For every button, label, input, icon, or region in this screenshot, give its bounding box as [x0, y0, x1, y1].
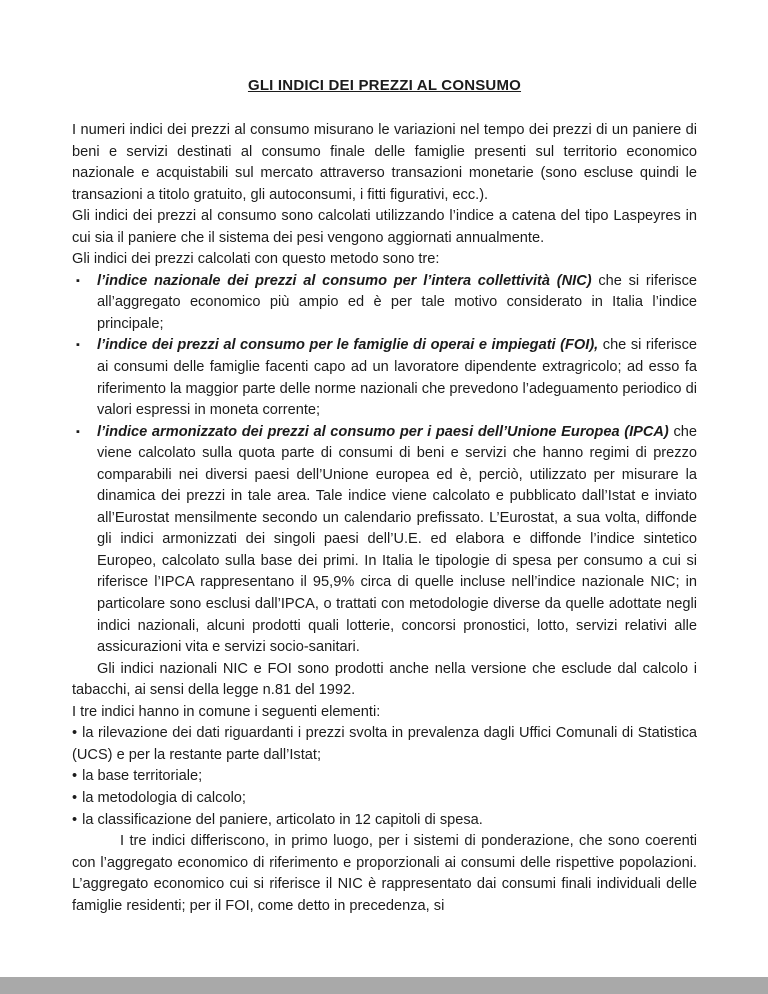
square-bullet-icon: ▪ — [76, 339, 80, 352]
list-item-ipca-text — [97, 424, 697, 655]
list-item-nic-text — [97, 273, 697, 332]
common-list-item-classificazione — [72, 810, 697, 832]
square-bullet-icon: ▪ — [76, 274, 80, 287]
list-item-foi — [72, 335, 697, 421]
list-item-ipca — [72, 422, 697, 659]
list-item-nic-body: che si riferisce all’aggregato economico più ampio ed è per tale motivo considerato in Italia l’indice principale; — [97, 272, 697, 332]
common-list-item-text: la metodologia di calcolo; — [82, 789, 246, 806]
paragraph-closing: I tre indici differiscono, in primo luogo, per i sistemi di ponderazione, che sono coerenti con l’aggregato economico di riferimento e proporzionali ai consumi delle rispettive popolazioni. L’aggregato economico cui si riferisce il NIC è rappresentato dai consumi finali individuali delle famiglie residenti; per il FOI, come detto in precedenza, si — [72, 833, 697, 914]
paragraph-intro-three-indices: Gli indici dei prezzi calcolati con questo metodo sono tre: — [72, 251, 440, 268]
dot-bullet-icon: • — [72, 725, 78, 742]
list-item-foi-text — [97, 337, 697, 418]
dot-bullet-icon: • — [72, 789, 78, 806]
paragraph-intro-laspeyres: Gli indici dei prezzi al consumo sono calcolati utilizzando l’indice a catena del tipo Laspeyres in cui sia il paniere che il sistema dei pesi vengono aggiornati annualmente. — [72, 208, 697, 246]
page-bottom-edge — [0, 977, 768, 994]
list-item-nic-lead: l’indice nazionale dei prezzi al consumo per l’intera collettività (NIC) — [97, 272, 592, 289]
dot-bullet-icon: • — [72, 768, 78, 785]
paragraph-common-intro: I tre indici hanno in comune i seguenti elementi: — [72, 703, 381, 720]
list-item-ipca-body: che viene calcolato sulla quota parte di consumi di beni e servizi che hanno regimi di prezzo comparabili nei diversi paesi dell’Unione europea ed è, perciò, utilizzato per misurare la dinamica dei prezzi in tale area. Tale indice viene calcolato e pubblicato dall’Istat e inviato all’Eurostat mensilmente secondo un calendario prefissato. L’Eurostat, a sua volta, diffonde gli indici armonizzati dei singoli paesi dell’U.E. ed elabora e diffonde l’indice sintetico Europeo, calcolato sulla base dei primi. In Italia le tipologie di spesa per consumo a cui si riferisce l’IPCA rappresentano il 95,9% circa di quelle incluse nell’indice nazionale NIC; in particolare sono esclusi dall’IPCA, o trattati con metodologie diverse da quelle adottate negli indici nazionali, alcuni prodotti quali lotterie, concorsi pronostici, lotto, servizi relativi alle assicurazioni vita e servizi socio-sanitari. — [97, 423, 697, 656]
dot-bullet-icon: • — [72, 811, 78, 828]
common-list-item-text: la classificazione del paniere, articolato in 12 capitoli di spesa. — [82, 811, 483, 828]
common-list-item-rilevazione — [72, 723, 697, 766]
list-item-foi-lead: l’indice dei prezzi al consumo per le famiglie di operai e impiegati (FOI), — [97, 337, 599, 354]
common-list-item-metodologia — [72, 788, 697, 810]
common-list-item-text: la base territoriale; — [82, 768, 203, 785]
paragraph-tabacchi: Gli indici nazionali NIC e FOI sono prodotti anche nella versione che esclude dal calcolo i tabacchi, ai sensi della legge n.81 del 1992. — [72, 660, 697, 699]
square-bullet-icon: ▪ — [76, 425, 80, 438]
list-item-foi-body: che si riferisce ai consumi delle famiglie facenti capo ad un lavoratore dipendente extragricolo; ad esso fa riferimento la maggior parte delle norme nazionali che prevedono l’adeguamento periodico di valori espressi in moneta corrente; — [97, 337, 697, 419]
common-list-item-base-territoriale — [72, 766, 697, 788]
paragraph-intro-definition: I numeri indici dei prezzi al consumo misurano le variazioni nel tempo dei prezzi di un paniere di beni e servizi destinati al consumo finale delle famiglie presenti sul territorio economico nazionale e acquistabili sul mercato attraverso transazioni monetarie (sono escluse quindi le transazioni a titolo gratuito, gli autoconsumi, i fitti figurativi, ecc.). — [72, 122, 697, 203]
list-item-nic — [72, 271, 697, 336]
page-title: GLI INDICI DEI PREZZI AL CONSUMO — [247, 77, 522, 94]
list-item-ipca-lead: l’indice armonizzato dei prezzi al consumo per i paesi dell’Unione Europea (IPCA) — [97, 423, 669, 440]
common-list-item-text: la rilevazione dei dati riguardanti i prezzi svolta in prevalenza dagli Uffici Comunali di Statistica (UCS) e per la restante parte dall’Istat; — [72, 725, 697, 763]
document-body — [72, 120, 697, 917]
